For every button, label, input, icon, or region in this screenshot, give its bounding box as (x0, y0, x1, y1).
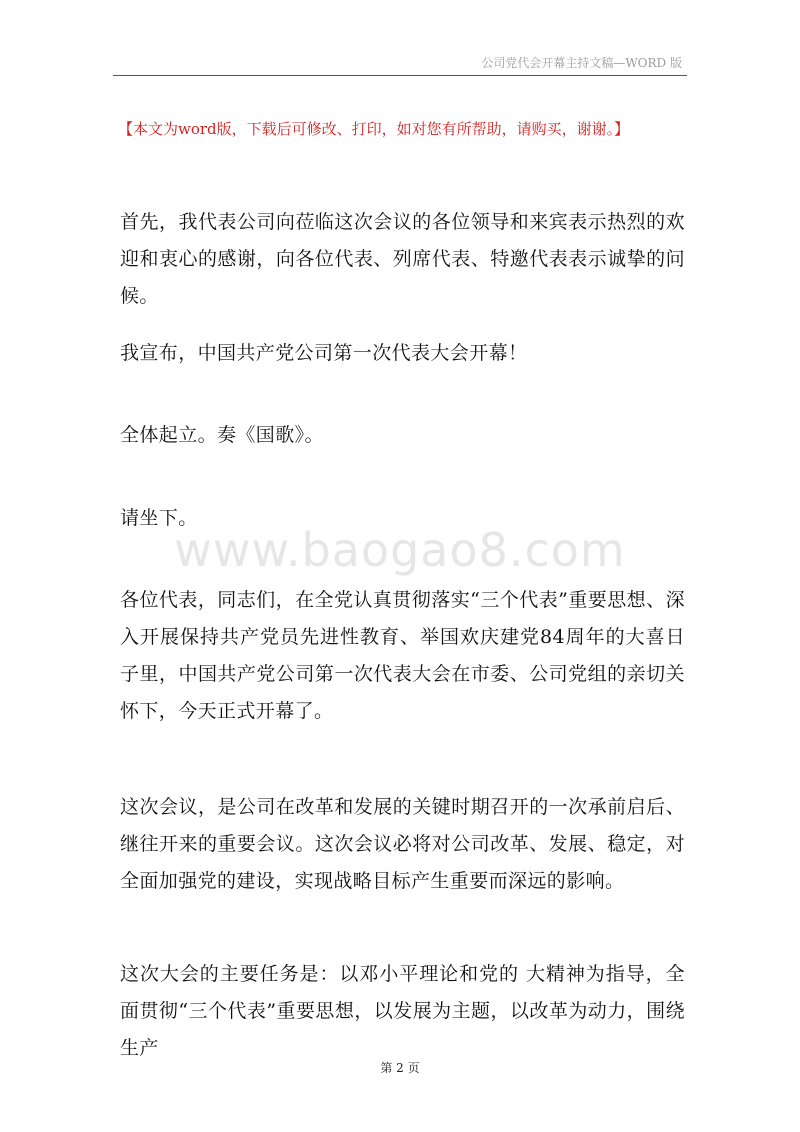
running-header: 公司党代会开幕主持文稿—WORD 版 (481, 56, 682, 70)
paragraph-main-tasks: 这次大会的主要任务是：以邓小平理论和党的 大精神为指导，全面贯彻“三个代表”重要思想，以发展为主题，以改革为动力，围绕生产 (120, 963, 685, 1059)
paragraph-meeting-significance: 这次会议，是公司在改革和发展的关键时期召开的一次承前启后、继往开来的重要会议。这次会议必将对公司改革、发展、稳定，对全面加强党的建设，实现战略目标产生重要而深远的影响。 (120, 796, 685, 892)
purchase-notice: 【本文为word版，下载后可修改、打印，如对您有所帮助，请购买，谢谢。】 (118, 120, 630, 138)
paragraph-announce-opening: 我宣布，中国共产党公司第一次代表大会开幕！ (120, 342, 528, 364)
page-number: 第 2 页 (380, 1061, 420, 1075)
watermark: www.baogao8.com (174, 523, 626, 577)
header-divider (113, 75, 687, 76)
paragraph-welcome: 首先，我代表公司向莅临这次会议的各位领导和来宾表示热烈的欢迎和衷心的感谢，向各位代表、列席代表、特邀代表表示诚挚的问候。 (120, 211, 685, 307)
paragraph-anthem: 全体起立。奏《国歌》。 (120, 424, 324, 446)
paragraph-be-seated: 请坐下。 (120, 507, 198, 529)
paragraph-congress-opened: 各位代表，同志们，在全党认真贯彻落实“三个代表”重要思想、深入开展保持共产党员先进性教育、举国欢庆建党84周年的大喜日子里，中国共产党公司第一次代表大会在市委、公司党组的亲切关怀下，今天正式开幕了。 (120, 589, 685, 722)
